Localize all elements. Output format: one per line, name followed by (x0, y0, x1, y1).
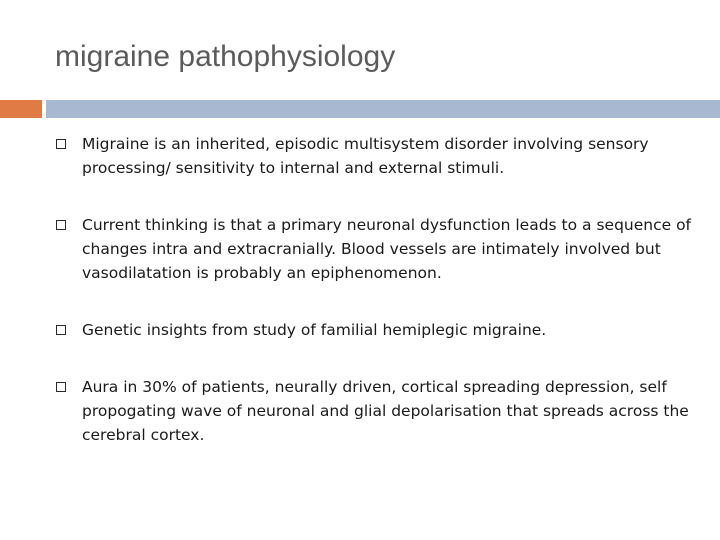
bullet-item (52, 375, 692, 447)
bullet-list (52, 132, 692, 447)
bullet-text: Migraine is an inherited, episodic multisystem disorder involving sensory processing/ sensitivity to internal and external stimuli. (82, 135, 649, 177)
bullet-item (52, 213, 692, 285)
title-accent-bar (0, 100, 42, 118)
square-bullet-icon (56, 139, 66, 149)
bullet-text: Aura in 30% of patients, neurally driven, cortical spreading depression, self propogating wave of neuronal and glial depolarisation that spreads across the cerebral cortex. (82, 378, 689, 444)
square-bullet-icon (56, 382, 66, 392)
bullet-text: Genetic insights from study of familial hemiplegic migraine. (82, 321, 547, 339)
bullet-text: Current thinking is that a primary neuronal dysfunction leads to a sequence of changes intra and extracranially. Blood vessels are intimately involved but vasodilatation is probably an epiphenomenon. (82, 216, 692, 282)
square-bullet-icon (56, 220, 66, 230)
bullet-item (52, 318, 692, 342)
square-bullet-icon (56, 325, 66, 335)
bullet-item (52, 132, 692, 180)
slide-title: migraine pathophysiology (55, 40, 396, 73)
title-divider-bar (46, 100, 720, 118)
